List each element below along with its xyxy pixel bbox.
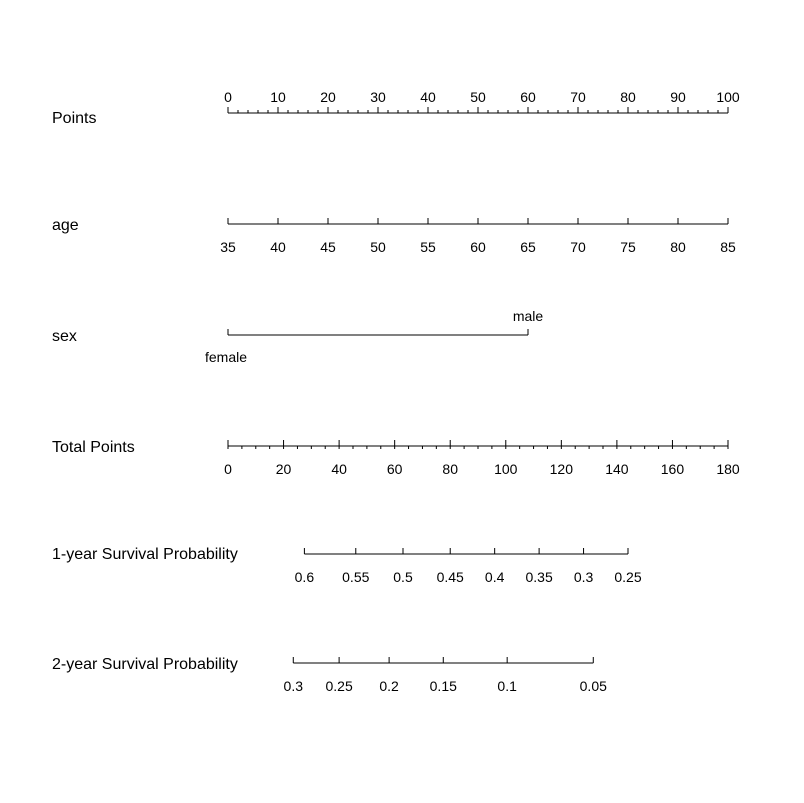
total-points-tick-label: 60 (386, 461, 403, 477)
sex-tick-label: female (204, 349, 248, 365)
age-tick-label: 60 (470, 239, 486, 255)
row-label-sex: sex (52, 328, 77, 345)
Points-tick-label: 20 (320, 89, 336, 105)
two-year-survival-tick-label: 0.2 (379, 678, 399, 694)
one-year-survival-tick-label: 0.35 (525, 569, 553, 585)
one-year-survival-tick-label: 0.5 (393, 569, 413, 585)
total-points-tick-label: 100 (494, 461, 518, 477)
total-points-tick-label: 40 (331, 461, 347, 477)
two-year-survival-tick-label: 0.05 (579, 678, 607, 694)
one-year-survival-tick-label: 0.45 (436, 569, 464, 585)
age-tick-label: 40 (270, 239, 286, 255)
axis-total-points (224, 440, 740, 477)
Points-tick-label: 10 (270, 89, 286, 105)
row-label-age: age (52, 217, 79, 234)
age-tick-label: 50 (370, 239, 386, 255)
Points-tick-label: 40 (420, 89, 436, 105)
Points-tick-label: 0 (224, 89, 232, 105)
Points-tick-label: 50 (470, 89, 486, 105)
age-tick-label: 85 (720, 239, 736, 255)
total-points-tick-label: 20 (275, 461, 292, 477)
one-year-survival-tick-label: 0.25 (614, 569, 642, 585)
axis-points (224, 89, 740, 113)
Points-tick-label: 80 (620, 89, 636, 105)
Points-tick-label: 30 (370, 89, 386, 105)
axis-one-year-survival (295, 548, 642, 585)
two-year-survival-tick-label: 0.15 (429, 678, 457, 694)
age-tick-label: 45 (320, 239, 336, 255)
sex-tick-label: male (512, 308, 544, 324)
axis-sex (205, 308, 543, 365)
row-label-one-year-survival: 1-year Survival Probability (52, 546, 238, 563)
age-tick-label: 65 (520, 239, 536, 255)
total-points-tick-label: 0 (224, 461, 232, 477)
total-points-tick-label: 80 (442, 461, 459, 477)
age-tick-label: 55 (420, 239, 436, 255)
Points-tick-label: 70 (570, 89, 586, 105)
row-label-total-points: Total Points (52, 439, 135, 456)
two-year-survival-tick-label: 0.1 (497, 678, 517, 694)
one-year-survival-tick-label: 0.3 (573, 569, 594, 585)
total-points-tick-label: 120 (549, 461, 574, 477)
axis-two-year-survival (284, 657, 608, 694)
age-tick-label: 75 (620, 239, 636, 255)
row-label-points: Points (52, 110, 97, 127)
age-tick-label: 35 (220, 239, 236, 255)
row-label-two-year-survival: 2-year Survival Probability (52, 656, 238, 673)
two-year-survival-tick-label: 0.25 (325, 678, 353, 694)
Points-tick-label: 90 (670, 89, 686, 105)
total-points-tick-label: 180 (716, 461, 740, 477)
age-tick-label: 70 (570, 239, 586, 255)
one-year-survival-tick-label: 0.4 (484, 569, 505, 585)
total-points-tick-label: 160 (660, 461, 685, 477)
two-year-survival-tick-label: 0.3 (283, 678, 304, 694)
one-year-survival-tick-label: 0.6 (294, 569, 315, 585)
one-year-survival-tick-label: 0.55 (342, 569, 370, 585)
age-tick-label: 80 (670, 239, 686, 255)
axis-age (220, 218, 736, 255)
Points-tick-label: 100 (716, 89, 740, 105)
total-points-tick-label: 140 (605, 461, 629, 477)
Points-tick-label: 60 (520, 89, 536, 105)
